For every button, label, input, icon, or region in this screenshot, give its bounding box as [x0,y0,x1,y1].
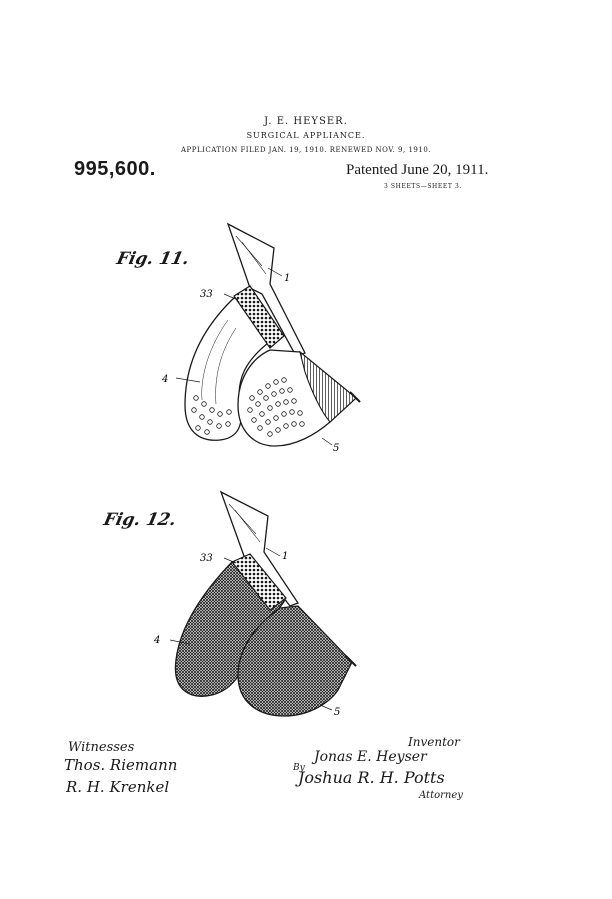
witness-1-signature: Thos. Riemann [64,756,178,774]
witnesses-label: Witnesses [68,740,135,755]
inventor-name: J. E. HEYSER. [264,116,348,127]
patent-subject: SURGICAL APPLIANCE. [246,131,366,140]
inventor-label: Inventor [408,735,460,749]
figure-12-drawing [170,492,356,716]
by-label: By [293,763,305,773]
fig12-ref-1: 1 [282,551,289,562]
inventor-signature: Jonas E. Heyser [314,749,427,765]
attorney-signature: Joshua R. H. Potts [298,768,445,787]
fig12-ref-33: 33 [200,553,213,564]
fig12-ref-4: 4 [154,635,161,646]
witness-2-signature: R. H. Krenkel [66,778,170,796]
fig11-ref-33: 33 [200,289,213,300]
fig11-ref-5: 5 [333,443,340,454]
attorney-label: Attorney [419,790,463,801]
fig12-ref-5: 5 [334,707,341,718]
patent-number: 995,600. [74,158,156,180]
figure-12-label: Fig. 12. [101,510,178,530]
patent-date: Patented June 20, 1911. [346,162,489,178]
fig11-ref-1: 1 [284,273,291,284]
application-line: APPLICATION FILED JAN. 19, 1910. RENEWED NOV. 9, 1910. [181,146,431,154]
sheet-count: 3 SHEETS—SHEET 3. [384,183,462,190]
figure-11-drawing [176,224,360,446]
fig11-ref-4: 4 [162,374,169,385]
figure-11-label: Fig. 11. [114,249,191,269]
